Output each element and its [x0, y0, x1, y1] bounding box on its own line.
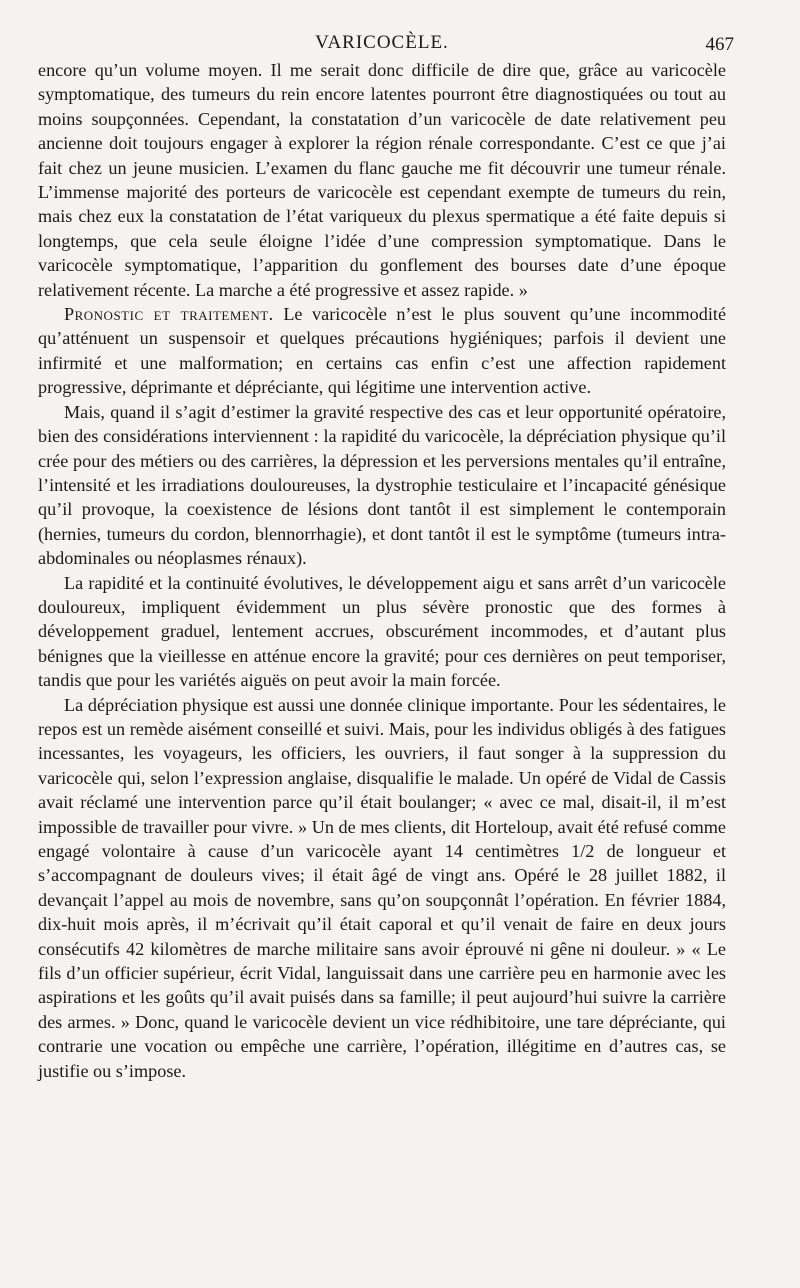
- paragraph-text: encore qu’un volume moyen. Il me serait donc difficile de dire que, grâce au varicocèle symptomatique, des tumeurs du rein encore latentes pourront être diagnostiquées ou tout au moins soupçonnées. Cependant, la constatation d’un varicocèle de date relativement peu ancienne doit toujours engager à explorer la région rénale correspondante. C’est ce que j’ai fait chez un jeune musicien. L’examen du flanc gauche me fit découvrir une tumeur rénale. L’immense majorité des porteurs de varicocèle est cependant exempte de tumeurs du rein, mais chez eux la constatation de l’état variqueux du plexus spermatique a été faite depuis si longtemps, que cela seule éloigne l’idée d’une compression symptomatique. Dans le varicocèle symptomatique, l’apparition du gonflement des bourses date d’une époque relativement récente. La marche a été progressive et assez rapide. »: [38, 60, 726, 300]
- paragraph-text: La dépréciation physique est aussi une donnée clinique importante. Pour les sédentaires, le repos est un remède aisément conseillé et suivi. Mais, pour les individus obligés à des fatigues incessantes, les voyageurs, les officiers, les ouvriers, il faut songer à la suppression du varicocèle qui, selon l’expression anglaise, disqualifie le malade. Un opéré de Vidal de Cassis avait réclamé une intervention parce qu’il était boulanger; « avec ce mal, disait-il, il m’est impossible de travailler pour vivre. » Un de mes clients, dit Horteloup, avait été refusé comme engagé volontaire à cause d’un varicocèle ayant 14 centimètres 1/2 de longueur et s’accompagnant de douleurs vives; il était âgé de vingt ans. Opéré le 28 juillet 1882, il devançait l’appel au mois de novembre, sans qu’on soupçonnât l’opération. En février 1884, dix-huit mois après, il m’écrivait qu’il était caporal et qu’il venait de faire en deux jours consécutifs 42 kilomètres de marche militaire sans avoir éprouvé ni gêne ni douleur. » « Le fils d’un officier supérieur, écrit Vidal, languissait dans une carrière peu en harmonie avec les aspirations et les goûts qu’il avait puisés dans sa famille; il peut aujourd’hui suivre la carrière des armes. » Donc, quand le varicocèle devient un vice rédhibitoire, une tare dépréciante, qui contrarie une vocation ou empêche une carrière, l’opération, illégitime en d’autres cas, se justifie ou s’impose.: [38, 694, 726, 1081]
- section-lead-in: Pronostic et traitement.: [64, 304, 274, 325]
- running-head: [38, 28, 734, 58]
- paragraph-considerations: [38, 400, 726, 571]
- paragraph-text: La rapidité et la continuité évolutives, le développement aigu et sans arrêt d’un varicocèle douloureux, impliquent évidemment un plus sévère pronostic que des formes à développement graduel, lentement accrues, obscurément incommodes, et d’autant plus bénignes que la vieillesse en atténue encore la gravité; pour ces dernières on peut temporiser, tandis que pour les variétés aiguës on peut avoir la main forcée.: [38, 572, 726, 691]
- paragraph-continuation: [38, 58, 726, 302]
- paragraph-text: Le varicocèle n’est le plus souvent qu’une incommodité qu’atténuent un suspensoir et quelques précautions hygiéniques; parfois il devient une infirmité et une malformation; en certains cas enfin c’est une affection rapidement progressive, déprimante et dépréciante, qui légitime une intervention active.: [38, 304, 727, 398]
- page-number: 467: [705, 34, 734, 55]
- paragraph-rapidite: [38, 571, 726, 693]
- running-title: VARICOCÈLE.: [315, 32, 449, 53]
- paragraph-text: Mais, quand il s’agit d’estimer la gravité respective des cas et leur opportunité opératoire, bien des considérations interviennent : la rapidité du varicocèle, la dépréciation physique qu’il crée pour des métiers ou des carrières, la dépression et les perversions mentales qu’il entraîne, l’intensité et les irradiations douloureuses, la dystrophie testiculaire et l’incapacité génésique qu’il provoque, la coexistence de lésions dont tantôt il est simplement le contemporain (hernies, tumeurs du cordon, blennorrhagie), et dont tantôt il est le symptôme (tumeurs intra-abdominales ou néoplasmes rénaux).: [38, 401, 726, 569]
- body-text: [38, 58, 726, 1083]
- paragraph-depreciation: [38, 693, 726, 1084]
- paragraph-pronostic: [38, 302, 726, 400]
